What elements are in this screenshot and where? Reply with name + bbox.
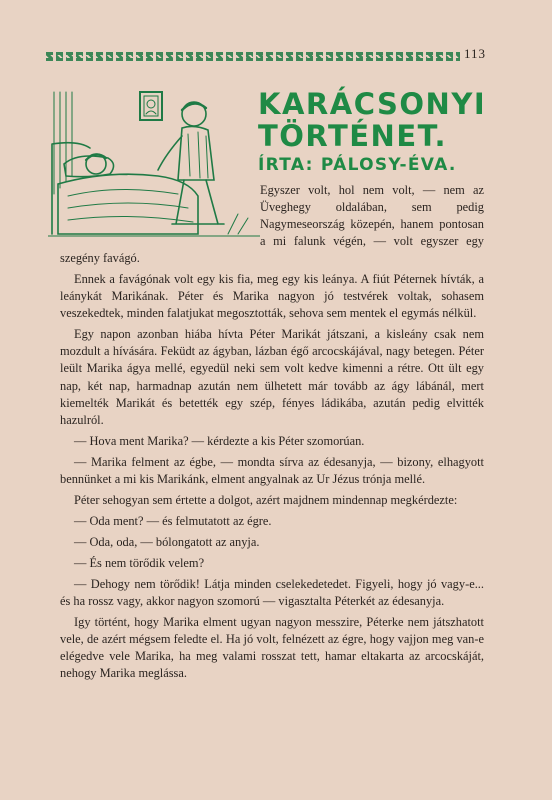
page-number: 113 <box>463 46 486 61</box>
paragraph: — Oda, oda, — bólongatott az anyja. <box>74 534 260 549</box>
paragraph: — Dehogy nem törődik! Látja minden cselekedetedet. Figyeli, hogy jó vagy-e... és ha rossz vagy, akkor nagyon szomorú — vigasztalta Péterkét az édesanyja. <box>60 576 484 609</box>
paragraph: Péter sehogyan sem értette a dolgot, azért majdnem mindennap megkérdezte: <box>74 492 458 507</box>
paragraph: — Oda ment? — és felmutatott az égre. <box>74 513 272 528</box>
story-title-line-2: TÖRTÉNET. <box>258 119 448 153</box>
paragraph: — És nem törődik velem? <box>74 555 205 570</box>
paragraph: Egy napon azonban hiába hívta Péter Marikát játszani, a kisleány csak nem mozdult a hívására. Feküdt az ágyban, lázban égő arcocskájával, nagy betegen. Péter leült Marika ágya mellé, egyedül neki sem volt kedve kimenni a rétre. Ott ült egy nap, két nap, harmadnap azután nem ülhetett már tovább az ágy lábánál, mert kiemelték Marikát és betették egy szép, fényes ládikába, azután pedig elvitték hazulról. <box>60 327 484 427</box>
illustration-wrap-space <box>60 182 260 250</box>
story-body <box>60 182 484 686</box>
paragraph: Igy történt, hogy Marika elment ugyan nagyon messzire, Péterke nem játszhatott vele, de azért mégsem feledte el. Ha jó volt, felnézett az égre, hogy vajjon meg van-e elégedve vele Marika, ha meg valami rosszat tett, hamar eltakarta az arcocskáját, nehogy Marika meglássa. <box>60 615 484 681</box>
paragraph: Egyszer volt, hol nem volt, — nem az Üveghegy oldalában, sem pedig Nagymeseország közepén, hanem pontosan a mi falunk végén, — volt egyszer egy szegény favágó. <box>60 183 484 266</box>
ornamental-header-rule <box>46 52 460 61</box>
story-author: ÍRTA: PÁLOSY-ÉVA. <box>258 155 457 175</box>
paragraph: — Marika felment az égbe, — mondta sírva az édesanyja, — bizony, elhagyott bennünket a mi kis Marikánk, elment angyalnak az Ur Jézus trónja mellé. <box>60 454 484 486</box>
story-heading <box>258 88 488 177</box>
paragraph: Ennek a favágónak volt egy kis fia, meg egy kis leánya. A fiút Péternek hívták, a leánykát Marikának. Péter és Marika nagyon jó testvérek voltak, sohasem veszekedtek, minden falatjukat megosztották, sehova sem mentek el egymás nélkül. <box>60 272 484 321</box>
story-title-line-1: KARÁCSONYI <box>258 87 487 121</box>
paragraph: — Hova ment Marika? — kérdezte a kis Péter szomorúan. <box>74 433 365 448</box>
